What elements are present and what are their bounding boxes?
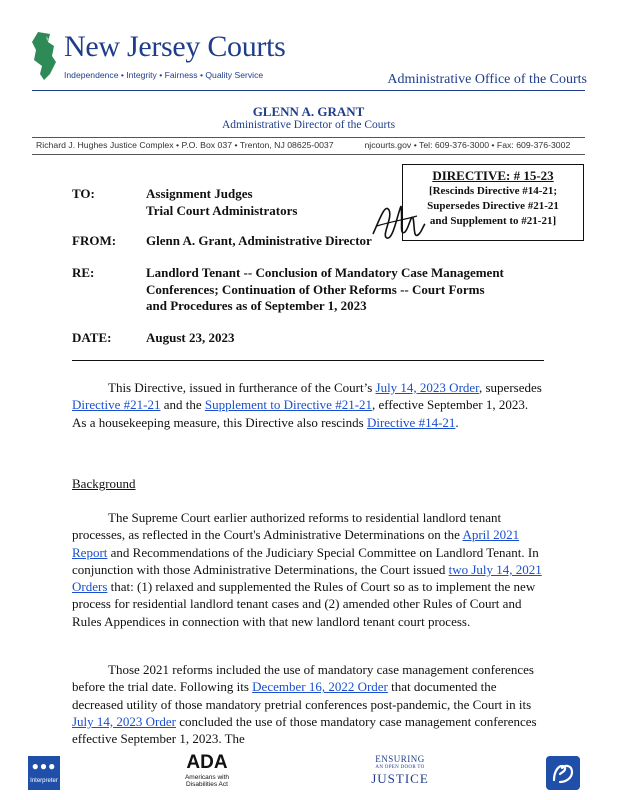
background-heading: Background: [72, 476, 136, 491]
directive-box: [402, 164, 584, 241]
address-line: [36, 140, 570, 150]
directive-rescinds: [Rescinds Directive #14-21;: [428, 185, 558, 197]
april-2021-report-link[interactable]: April 2021 Report: [72, 527, 520, 560]
office-name: Administrative Office of the Courts: [387, 72, 587, 87]
july-2023-order-link-2[interactable]: July 14, 2023 Order: [72, 713, 176, 729]
org-name: New Jersey Courts: [64, 30, 286, 63]
directive-supersedes: Supersedes Directive #21-21: [427, 200, 559, 212]
intro-text-5: .: [455, 414, 459, 430]
re-value: [146, 265, 504, 315]
re-line-1: Landlord Tenant -- Conclusion of Mandatory Case Management: [146, 265, 504, 280]
ada-text: ADA: [186, 752, 228, 773]
re-line-3: and Procedures as of September 1, 2023: [146, 298, 367, 313]
background-paragraph-2: [72, 661, 544, 747]
ada-subtext-2: Disabilities Act: [186, 781, 228, 788]
org-tagline: Independence • Integrity • Fairness • Quality Service: [64, 70, 264, 80]
directive-14-21-link[interactable]: Directive #14-21: [366, 414, 456, 430]
address-text: Richard J. Hughes Justice Complex • P.O. Box 037 • Trenton, NJ 08625-0037: [36, 140, 334, 150]
july-2023-order-link[interactable]: July 14, 2023 Order: [375, 380, 479, 395]
bg1-text-1: The Supreme Court earlier authorized reforms to residential landlord tenant processes, as reflected in the Court's Administrative Determinations on the: [72, 510, 502, 543]
intro-text-3: and the: [160, 397, 205, 413]
to-value: [146, 186, 297, 219]
date-value: August 23, 2023: [146, 330, 235, 345]
bg1-text-2: and Recommendations of the Judiciary Special Committee on Landlord Tenant. In conjunction with those Administrative Determinations, the Court issued: [72, 544, 539, 577]
signature-icon: [367, 196, 427, 248]
ada-logo: [172, 752, 242, 788]
intro-text-1: This Directive, issued in furtherance of the Court’s: [108, 380, 376, 395]
justice-line-2: AN OPEN DOOR TO: [375, 765, 425, 770]
directive-21-21-link[interactable]: Directive #21-21: [72, 397, 161, 413]
directive-supplement: and Supplement to #21-21]: [429, 215, 557, 227]
date-label: DATE:: [72, 330, 112, 345]
re-label: RE:: [72, 265, 95, 280]
header-divider: [32, 90, 585, 91]
bg1-text-3: that: (1) relaxed and supplemented the Rules of Court so as to implement the new process for residential landlord tenant cases and (2) amended other Rules of Court and Rules Appendices in connection with that new landlord tenant court process.: [72, 579, 536, 629]
to-line-2: Trial Court Administrators: [146, 202, 298, 218]
to-line-1: Assignment Judges: [146, 186, 253, 201]
supplement-directive-link[interactable]: Supplement to Directive #21-21: [204, 397, 373, 413]
bg2-text-3: concluded the use of those mandatory case management conferences effective September 1, 2023. The: [72, 713, 537, 747]
interpreter-label: Interpreter: [30, 778, 58, 784]
december-2022-order-link[interactable]: December 16, 2022 Order: [252, 679, 388, 695]
director-title: Administrative Director of the Courts: [221, 119, 396, 131]
memo-divider: [72, 360, 544, 361]
directive-number: DIRECTIVE: # 15-23: [432, 168, 554, 183]
address-divider-top: [32, 137, 585, 138]
contact-text: njcourts.gov • Tel: 609-376-3000 • Fax: 609-376-3002: [364, 140, 571, 150]
re-line-2: Conferences; Continuation of Other Reforms -- Court Forms: [146, 281, 485, 297]
from-value: Glenn A. Grant, Administrative Director: [146, 233, 372, 248]
sign-language-icon: [546, 756, 580, 790]
director-name: GLENN A. GRANT: [252, 104, 365, 119]
open-door-justice-logo: [358, 754, 442, 786]
intro-text-4: , effective September 1, 2023. As a housekeeping measure, this Directive also rescinds: [72, 397, 529, 430]
justice-line-1: ENSURING: [375, 754, 425, 764]
address-divider-bottom: [32, 154, 585, 155]
interpreter-logo: [28, 756, 60, 790]
intro-paragraph: [72, 379, 544, 431]
from-label: FROM:: [72, 233, 117, 248]
bg2-text-2: that documented the decreased utility of those mandatory pretrial conferences post-pandemic, the Court in its: [72, 679, 532, 712]
nj-state-logo-icon: [28, 30, 60, 82]
justice-line-3: JUSTICE: [371, 771, 429, 786]
to-label: TO:: [72, 186, 95, 201]
bg2-text-1: Those 2021 reforms included the use of mandatory case management conferences before the trial date. Following its: [72, 662, 534, 695]
people-icon: ●●●: [31, 759, 57, 773]
intro-text-2: , supersedes: [478, 380, 542, 395]
background-paragraph-1: [72, 509, 544, 630]
july-2021-orders-link[interactable]: two July 14, 2021 Orders: [72, 561, 542, 595]
ada-subtext-1: Americans with: [184, 774, 230, 781]
